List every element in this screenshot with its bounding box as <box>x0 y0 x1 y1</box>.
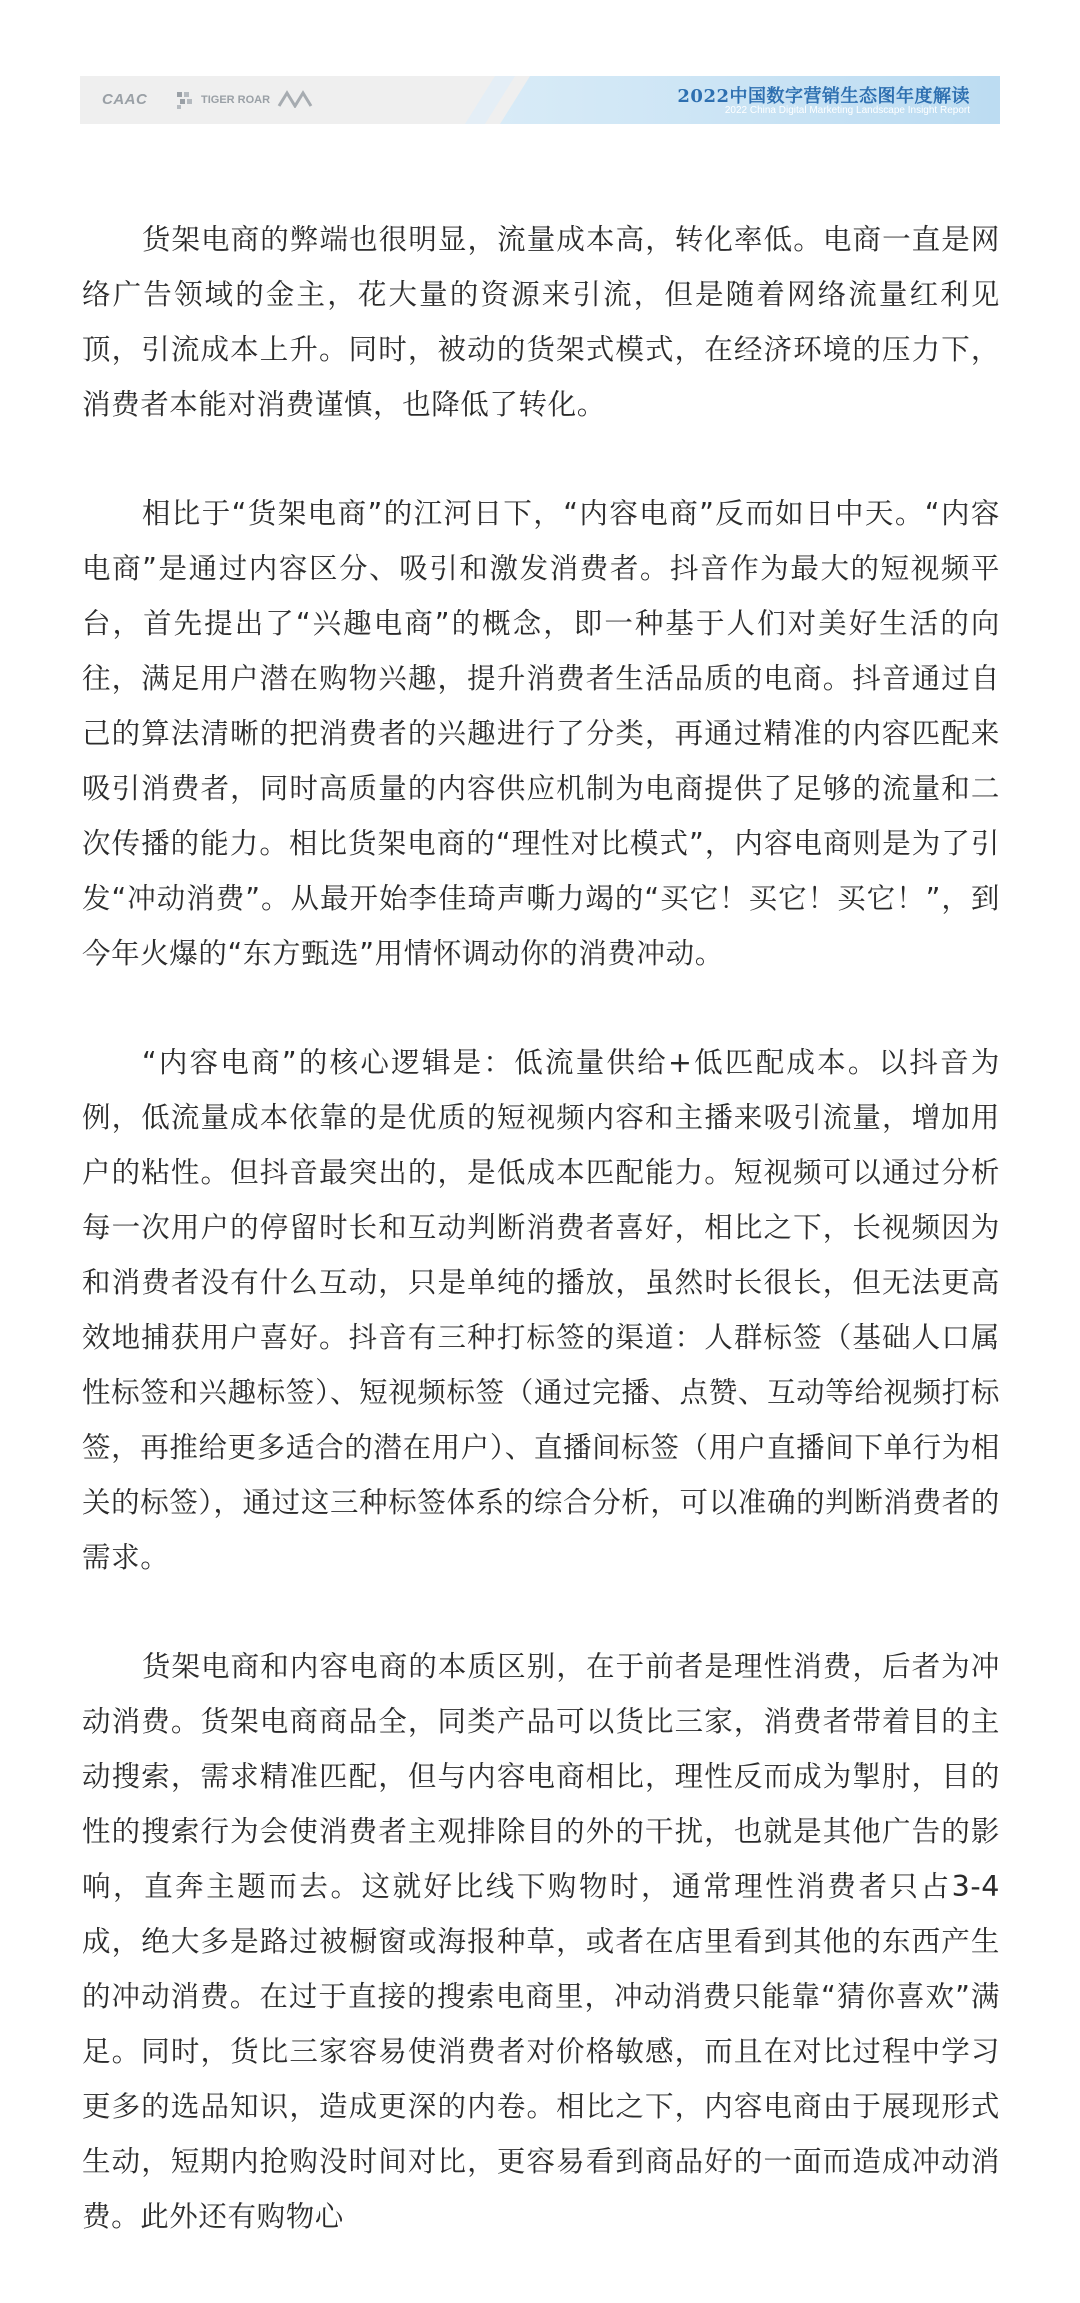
article-body <box>82 212 1000 2298</box>
association-logo <box>277 84 313 116</box>
caac-logo-text: CAAC <box>102 91 148 108</box>
paragraph: 相比于“货架电商”的江河日下，“内容电商”反而如日中天。“内容电商”是通过内容区分、吸引和激发消费者。抖音作为最大的短视频平台，首先提出了“兴趣电商”的概念，即一种基于人们对美好生活的向往，满足用户潜在购物兴趣，提升消费者生活品质的电商。抖音通过自己的算法清晰的把消费者的兴趣进行了分类，再通过精准的内容匹配来吸引消费者，同时高质量的内容供应机制为电商提供了足够的流量和二次传播的能力。相比货架电商的“理性对比模式”，内容电商则是为了引发“冲动消费”。从最开始李佳琦声嘶力竭的“买它！买它！买它！”，到今年火爆的“东方甄选”用情怀调动你的消费冲动。 <box>82 497 1000 970</box>
mountain-mark-icon <box>277 90 313 108</box>
paragraph: 货架电商和内容电商的本质区别，在于前者是理性消费，后者为冲动消费。货架电商商品全，同类产品可以货比三家，消费者带着目的主动搜索，需求精准匹配，但与内容电商相比，理性反而成为掣肘，目的性的搜索行为会使消费者主观排除目的外的干扰，也就是其他广告的影响，直奔主题而去。这就好比线下购物时，通常理性消费者只占3-4成，绝大多是路过被橱窗或海报种草，或者在店里看到其他的东西产生的冲动消费。在过于直接的搜索电商里，冲动消费只能靠“猜你喜欢”满足。同时，货比三家容易使消费者对价格敏感，而且在对比过程中学习更多的选品知识，造成更深的内卷。相比之下，内容电商由于展现形式生动，短期内抢购没时间对比，更容易看到商品好的一面而造成冲动消费。此外还有购物心 <box>82 1650 1000 2233</box>
paragraph: 货架电商的弊端也很明显，流量成本高，转化率低。电商一直是网络广告领域的金主，花大量的资源来引流，但是随着网络流量红利见顶，引流成本上升。同时，被动的货架式模式，在经济环境的压力下，消费者本能对消费谨慎，也降低了转化。 <box>82 223 1000 421</box>
report-title: 2022中国数字营销生态图年度解读 <box>677 86 970 107</box>
tiger-roar-icon <box>175 89 197 111</box>
caac-logo <box>102 84 147 116</box>
report-header <box>80 76 1000 124</box>
tiger-roar-logo-text: TIGER ROAR <box>201 93 271 106</box>
report-subtitle: 2022 China Digital Marketing Landscape Insight Report <box>724 105 970 116</box>
tiger-roar-logo <box>175 84 270 116</box>
paragraph: “内容电商”的核心逻辑是：低流量供给+低匹配成本。以抖音为例，低流量成本依靠的是优质的短视频内容和主播来吸引流量，增加用户的粘性。但抖音最突出的，是低成本匹配能力。短视频可以通过分析每一次用户的停留时长和互动判断消费者喜好，相比之下，长视频因为和消费者没有什么互动，只是单纯的播放，虽然时长很长，但无法更高效地捕获用户喜好。抖音有三种打标签的渠道：人群标签（基础人口属性标签和兴趣标签）、短视频标签（通过完播、点赞、互动等给视频打标签，再推给更多适合的潜在用户）、直播间标签（用户直播间下单行为相关的标签），通过这三种标签体系的综合分析，可以准确的判断消费者的需求。 <box>82 1046 1000 1574</box>
